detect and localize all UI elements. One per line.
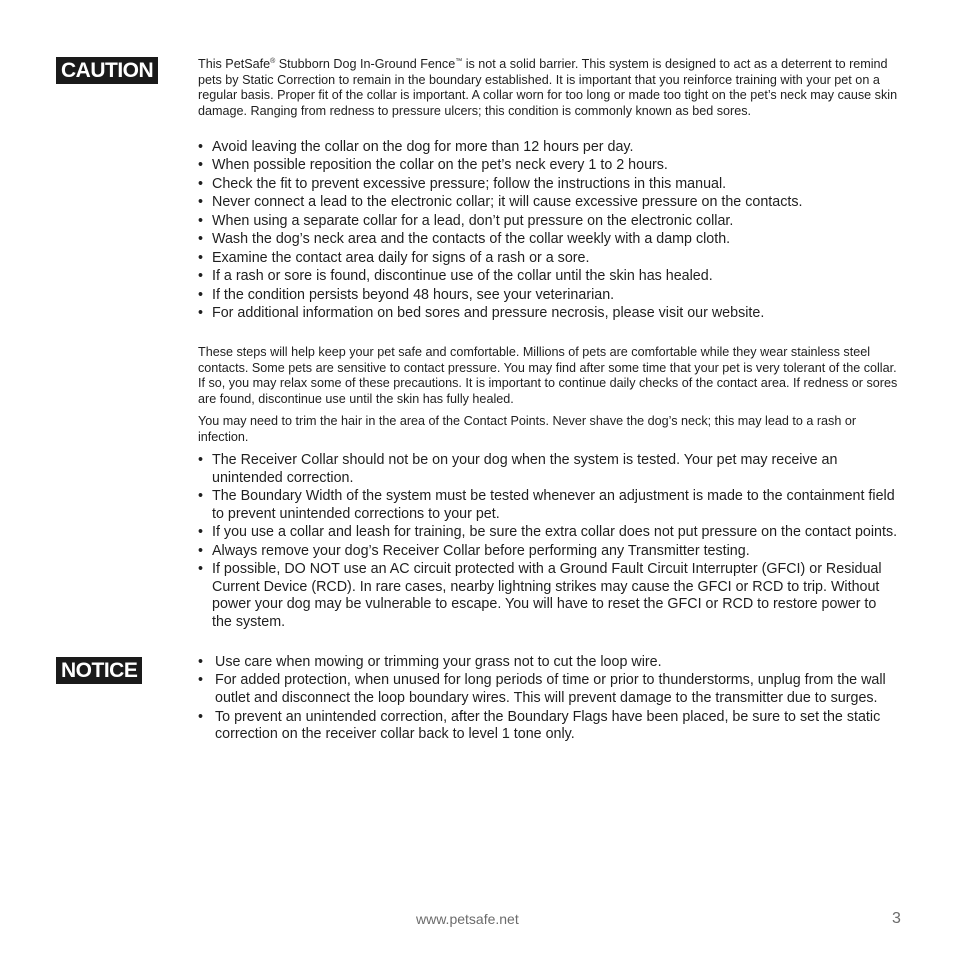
list-item: • If a rash or sore is found, discontinue use of the collar until the skin has healed. — [198, 268, 898, 286]
list-item: • When possible reposition the collar on the pet’s neck every 1 to 2 hours. — [198, 157, 898, 175]
list-item: • If you use a collar and leash for training, be sure the extra collar does not put pressure on the contact points. — [198, 524, 898, 542]
list-item: • If the condition persists beyond 48 hours, see your veterinarian. — [198, 287, 898, 305]
list-item: • If possible, DO NOT use an AC circuit protected with a Ground Fault Circuit Interrupter (GFCI) or Residual Current Device (RCD). In rare cases, nearby lightning strikes may cause the GFCI or RCD to trip. Without power your dog may be vulnerable to escape. You will have to reset the GFCI or RCD to restore power to the system. — [198, 561, 898, 631]
list-item: • Use care when mowing or trimming your grass not to cut the loop wire. — [198, 654, 898, 672]
list-item: • The Boundary Width of the system must be tested whenever an adjustment is made to the containment field to prevent unintended corrections to your pet. — [198, 488, 898, 523]
list-item: • Examine the contact area daily for signs of a rash or a sore. — [198, 250, 898, 268]
caution-bullet-list-2 — [198, 452, 898, 632]
caution-paragraph-3: You may need to trim the hair in the area of the Contact Points. Never shave the dog’s neck; this may lead to a rash or infection. — [198, 414, 857, 444]
list-item: • Never connect a lead to the electronic collar; it will cause excessive pressure on the contacts. — [198, 194, 898, 212]
caution-paragraph-2: These steps will help keep your pet safe and comfortable. Millions of pets are comfortable while they wear stainless steel contacts. Some pets are sensitive to contact pressure. You may find after some time that your pet is very tolerant of the collar. If so, you may relax some of these precautions. It is important to continue daily checks of the contact area. If redness or sores are found, discontinue use until the skin has fully healed. — [198, 345, 898, 406]
list-item: • When using a separate collar for a lead, don’t put pressure on the electronic collar. — [198, 213, 898, 231]
notice-bullet-list — [198, 654, 898, 745]
list-item: • Wash the dog’s neck area and the contacts of the collar weekly with a damp cloth. — [198, 231, 898, 249]
page-number: 3 — [892, 910, 901, 927]
list-item: • The Receiver Collar should not be on your dog when the system is tested. Your pet may receive an unintended correction. — [198, 452, 898, 487]
list-item: • Check the fit to prevent excessive pressure; follow the instructions in this manual. — [198, 176, 898, 194]
list-item: • For additional information on bed sores and pressure necrosis, please visit our website. — [198, 305, 898, 323]
caution-bullet-list — [198, 139, 898, 324]
notice-badge: NOTICE — [56, 657, 142, 684]
list-item: • To prevent an unintended correction, after the Boundary Flags have been placed, be sure to set the static correction on the receiver collar back to level 1 tone only. — [198, 709, 898, 744]
caution-badge: CAUTION — [56, 57, 158, 84]
footer-url: www.petsafe.net — [416, 911, 519, 927]
list-item: • Avoid leaving the collar on the dog for more than 12 hours per day. — [198, 139, 898, 157]
list-item: • For added protection, when unused for long periods of time or prior to thunderstorms, unplug from the wall outlet and disconnect the loop boundary wires. This will prevent damage to the transmitter due to surges. — [198, 672, 898, 707]
caution-intro-paragraph: This PetSafe® Stubborn Dog In-Ground Fence™ is not a solid barrier. This system is designed to act as a deterrent to remind pets by Static Correction to remain in the boundary established. It is important that you reinforce training with your pet on a regular basis. Proper fit of the collar is important. A collar worn for too long or made too tight on the pet’s neck may cause skin damage. Ranging from redness to pressure ulcers; this condition is commonly known as bed sores. — [198, 57, 898, 118]
list-item: • Always remove your dog’s Receiver Collar before performing any Transmitter testing. — [198, 543, 898, 561]
